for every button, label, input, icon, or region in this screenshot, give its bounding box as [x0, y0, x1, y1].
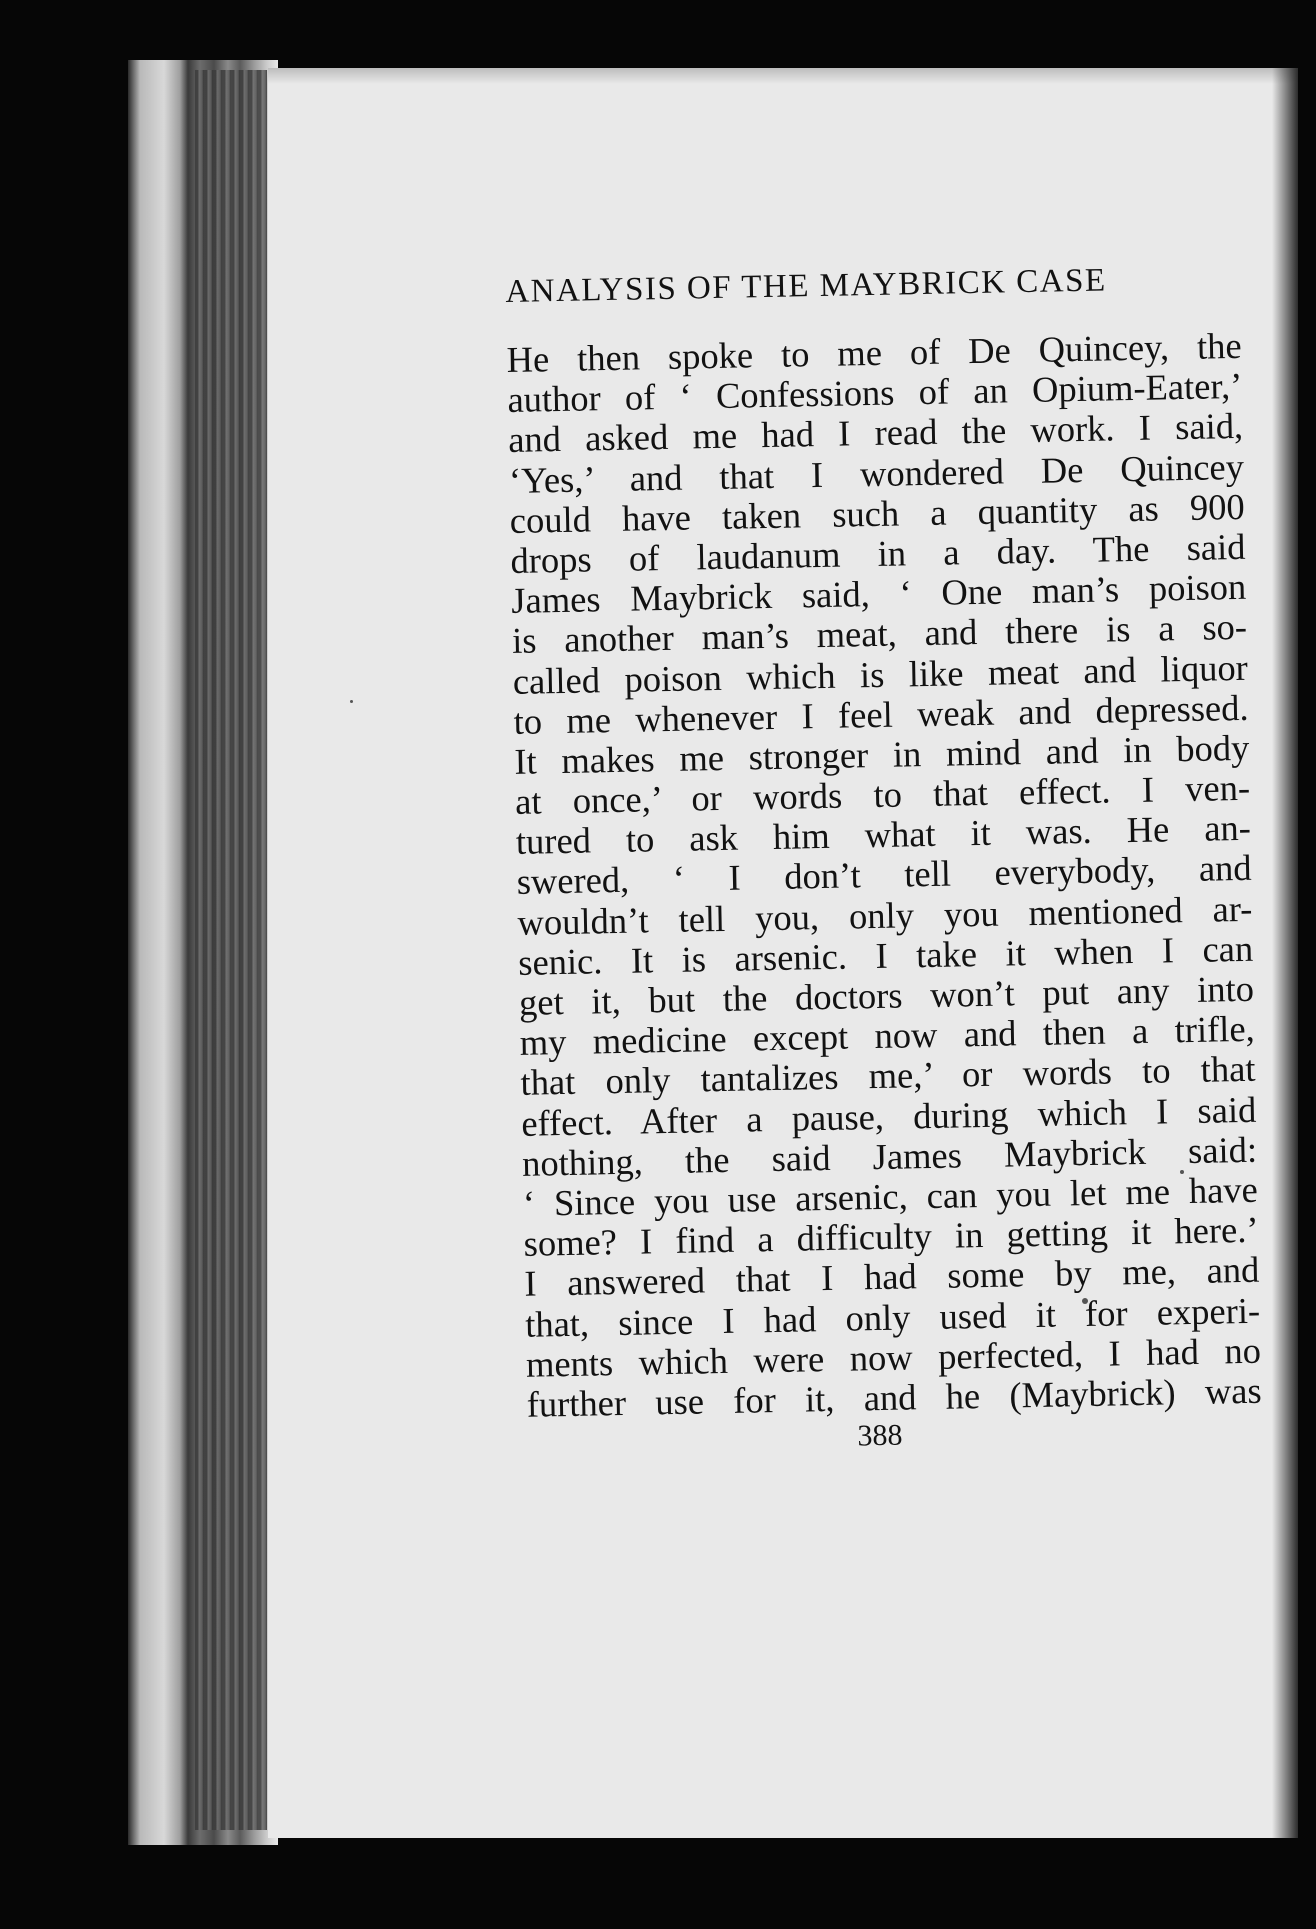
- text-line: I answered that I had some by me, and: [524, 1249, 1260, 1305]
- text-line: that, since I had only used it for experi-: [524, 1289, 1261, 1345]
- running-head: ANALYSIS OF THE MAYBRICK CASE: [505, 262, 1107, 310]
- text-line: further use for it, and he (Maybrick) was: [526, 1369, 1262, 1425]
- text-line: swered, ‘ I don’t tell everybody, and: [516, 847, 1252, 903]
- text-line: wouldn’t tell you, only you mentioned ar-: [517, 887, 1253, 943]
- page-gutter-shadow: [1272, 68, 1298, 1838]
- page-number: 388: [857, 1418, 903, 1453]
- body-text: [506, 326, 1262, 1425]
- page-top-shadow: [268, 68, 1298, 84]
- text-line: could have taken such a quantity as 900: [509, 485, 1246, 541]
- text-line: ‘Yes,’ and that I wondered De Quincey: [508, 445, 1245, 501]
- text-line: at once,’ or words to that effect. I ven-: [514, 766, 1251, 822]
- text-line: get it, but the doctors won’t put any into: [518, 967, 1255, 1023]
- text-line: nothing, the said James Maybrick said:: [521, 1128, 1258, 1184]
- text-line: ments which were now perfected, I had no: [525, 1329, 1262, 1385]
- text-line: tured to ask him what it was. He an-: [515, 807, 1252, 863]
- page-text-block: [505, 258, 1263, 1461]
- text-line: effect. After a pause, during which I said: [520, 1088, 1257, 1144]
- text-line: It makes me stronger in mind and in body: [514, 726, 1250, 782]
- text-line: ‘ Since you use arsenic, can you let me have: [522, 1168, 1259, 1224]
- page-edges-shadow: [195, 70, 267, 1830]
- text-line: drops of laudanum in a day. The said: [510, 525, 1246, 581]
- text-line: that only tantalizes me,’ or words to that: [520, 1048, 1256, 1104]
- text-line: James Maybrick said, ‘ One man’s poison: [510, 565, 1247, 622]
- text-line: called poison which is like meat and liquor: [512, 646, 1249, 702]
- text-line: He then spoke to me of De Quincey, the: [506, 324, 1242, 380]
- text-line: some? I find a difficulty in getting it here.’: [523, 1208, 1259, 1264]
- dust-speck: [350, 700, 353, 703]
- text-line: my medicine except now and then a trifle,: [519, 1007, 1256, 1064]
- text-line: and asked me had I read the work. I said,: [507, 405, 1244, 461]
- text-line: author of ‘ Confessions of an Opium-Eater,’: [507, 365, 1243, 421]
- text-line: to me whenever I feel weak and depressed.: [513, 686, 1249, 742]
- text-line: senic. It is arsenic. I take it when I can: [517, 927, 1254, 983]
- text-line: is another man’s meat, and there is a so-: [511, 606, 1248, 662]
